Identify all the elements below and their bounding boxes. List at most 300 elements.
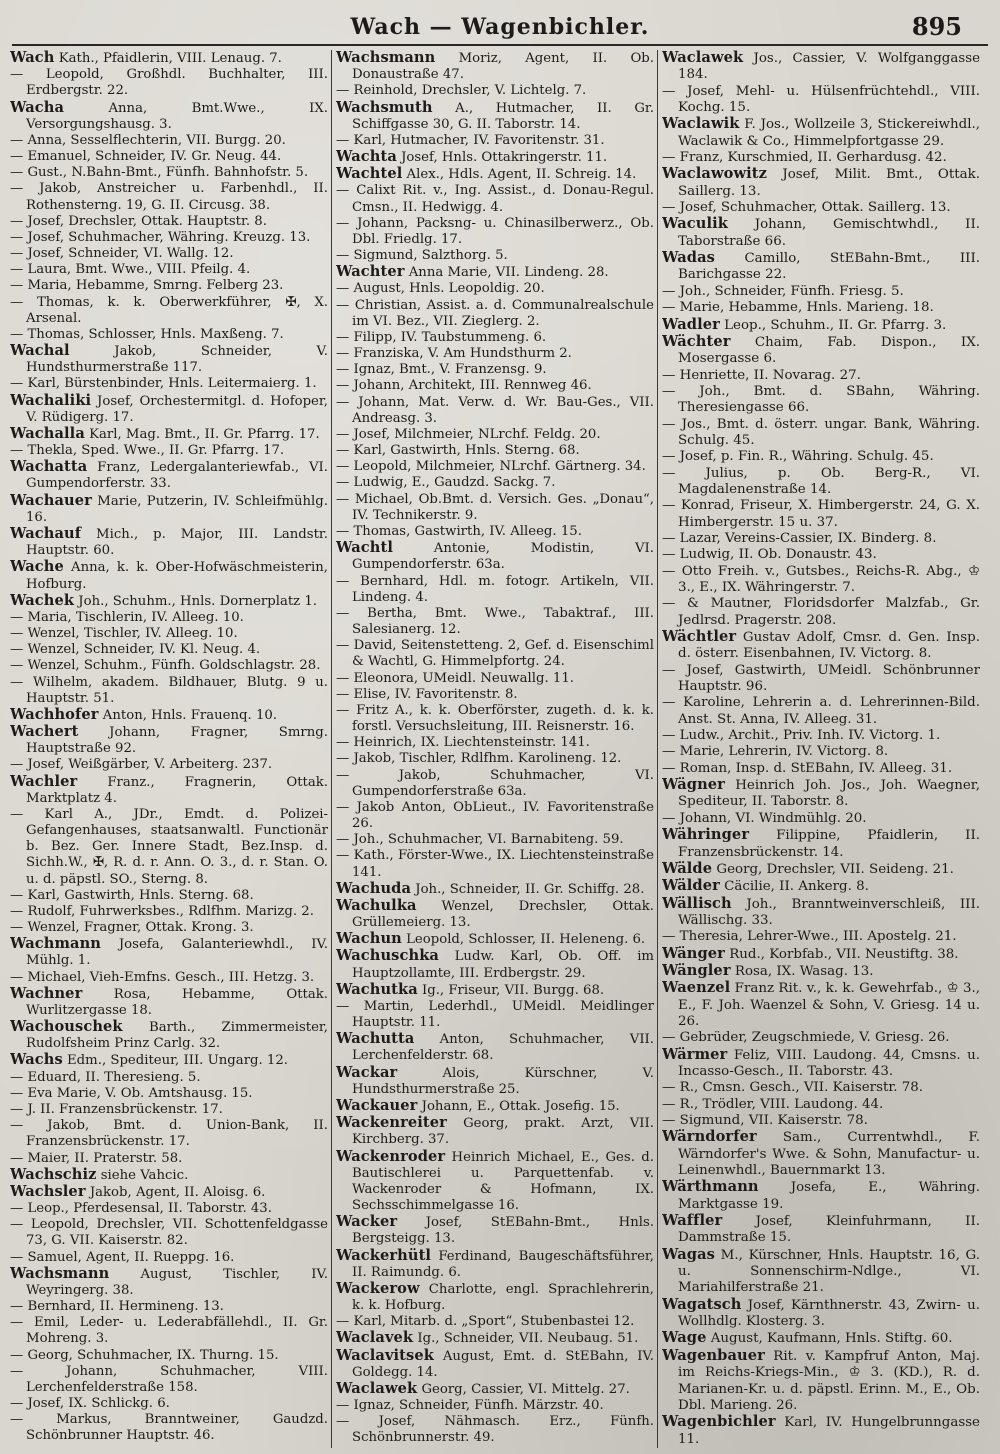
entry-surname: Wachuda xyxy=(336,879,412,897)
directory-entry xyxy=(336,459,654,475)
page-header xyxy=(0,10,1000,46)
column-divider xyxy=(657,50,658,1448)
directory-entry xyxy=(10,426,328,443)
directory-entry xyxy=(336,50,654,83)
entry-surname: Wälder xyxy=(662,877,720,895)
directory-entry xyxy=(10,526,328,559)
entry-text: — Lazar, Vereins-Cassier, IX. Binderg. 8. xyxy=(662,530,937,546)
entry-surname: Waclavitsek xyxy=(336,1346,434,1364)
entry-surname: Wärndorfer xyxy=(662,1128,757,1146)
entry-surname: Wachmann xyxy=(10,935,101,953)
entry-text: — Josef, Schuhmacher, Ottak. Saillerg. 13. xyxy=(662,200,951,216)
entry-text: — Wilhelm, akadem. Bildhauer, Blutg. 9 u. Hauptstr. 51. xyxy=(10,674,328,706)
directory-entry xyxy=(662,368,980,384)
directory-entry xyxy=(662,728,980,744)
entry-text: — Heinrich, IX. Liechtensteinstr. 141. xyxy=(336,735,590,751)
directory-entry xyxy=(336,800,654,832)
entry-text: — Johann, VI. Windmühlg. 20. xyxy=(662,810,867,826)
entry-text: Josef, Hnls. Ottakringerstr. 11. xyxy=(396,150,608,166)
entry-text: — Jakob, Schuhmacher, VI. Gumpendorferstraße 63a. xyxy=(336,767,654,799)
directory-entry xyxy=(336,378,654,394)
entry-text: Franz., Fragnerin, Ottak. Marktplatz 4. xyxy=(26,774,328,806)
directory-entry xyxy=(10,50,328,67)
entry-text: — Karoline, Lehrerin a. d. Lehrerinnen-Bild. Anst. St. Anna, IV. Alleeg. 31. xyxy=(662,695,980,727)
directory-entry xyxy=(336,346,654,362)
entry-text: Cäcilie, II. Ankerg. 8. xyxy=(719,879,869,895)
entry-surname: Wagas xyxy=(662,1245,715,1263)
entry-text: — Gebrüder, Zeugschmiede, V. Griesg. 26. xyxy=(662,1030,950,1046)
directory-entry xyxy=(662,629,980,663)
entry-text: — Ignaz, Bmt., V. Franzensg. 9. xyxy=(336,362,547,378)
directory-entry xyxy=(336,1348,654,1381)
entry-surname: Wächter xyxy=(662,332,731,350)
entry-text: — Ludwig, II. Ob. Donaustr. 43. xyxy=(662,547,877,563)
entry-text: — Bertha, Bmt. Wwe., Tabaktraf., III. Salesianerg. 12. xyxy=(336,605,654,638)
directory-entry xyxy=(662,250,980,284)
directory-entry xyxy=(662,547,980,563)
entry-text: — Konrad, Friseur, X. Himbergerstr. 24, G. X. Himbergerstr. 15 u. 37. xyxy=(662,498,980,530)
entry-text: F. Jos., Wollzeile 3, Stickereiwhdl., Waclawik & Co., Himmelpfortgasse 29. xyxy=(678,117,980,149)
entry-text: Edm., Spediteur, III. Ungarg. 12. xyxy=(62,1053,289,1069)
directory-entry xyxy=(662,1247,980,1297)
directory-entry xyxy=(10,327,328,343)
directory-entry xyxy=(662,1330,980,1347)
directory-entry xyxy=(10,100,328,133)
directory-entry xyxy=(10,1364,328,1396)
directory-entry xyxy=(10,1266,328,1299)
directory-entry xyxy=(336,751,654,767)
entry-surname: Wachler xyxy=(10,772,78,790)
entry-surname: Wachert xyxy=(10,723,79,741)
entry-text: Josef, StEBahn-Bmt., Hnls. Bergsteigg. 13. xyxy=(352,1215,654,1247)
directory-entry xyxy=(336,216,654,248)
entry-text: Moriz, Agent, II. Ob. Donaustraße 47. xyxy=(352,51,654,83)
directory-entry xyxy=(10,1217,328,1249)
entry-surname: Wackar xyxy=(336,1063,398,1081)
directory-entry xyxy=(336,638,654,670)
entry-surname: Waclawowitz xyxy=(662,165,767,183)
entry-surname: Wachaliki xyxy=(10,391,92,409)
entry-text: — Emanuel, Schneider, IV. Gr. Neug. 44. xyxy=(10,149,282,165)
entry-surname: Wagenbichler xyxy=(662,1413,776,1431)
entry-text: — Thekla, Sped. Wwe., II. Gr. Pfarrg. 17. xyxy=(10,443,285,459)
entry-surname: Waculik xyxy=(662,215,728,233)
entry-text: Johann, E., Ottak. Josefig. 15. xyxy=(417,1099,620,1114)
entry-text: — Leopold, Großhdl. Buchhalter, III. Erdbergstr. 22. xyxy=(10,67,328,99)
directory-entry xyxy=(10,133,328,149)
entry-text: — Leopold, Milchmeier, NLrchf. Gärtnerg. 34. xyxy=(336,459,646,475)
directory-entry xyxy=(662,1030,980,1046)
entry-surname: Wachek xyxy=(10,591,75,609)
entry-text: Anna, k. k. Ober-Hofwäschmeisterin, Hofburg. xyxy=(26,560,328,592)
directory-entry xyxy=(336,1065,654,1098)
entry-text: Johann, Gemischtwhdl., II. Taborstraße 66. xyxy=(678,217,980,249)
entry-text: Filippine, Pfaidlerin, II. Franzensbrückenstr. 14. xyxy=(678,828,980,860)
entry-text: — Otto Freih. v., Gutsbes., Reichs-R. Abg., ♔ 3., E., IX. Währingerstr. 7. xyxy=(662,563,980,595)
entry-text: — Calixt Rit. v., Ing. Assist., d. Donau-Regul. Cmsn., II. Hedwigg. 4. xyxy=(336,183,654,215)
entry-text: Sam., Currentwhdl., F. Wärndorfer's Wwe. & Sohn, Manufactur- u. Leinenwhdl., Bauernmarkt 13. xyxy=(678,1130,980,1179)
entry-text: — Kath., Förster-Wwe., IX. Liechtensteinstraße 141. xyxy=(336,848,654,880)
directory-entry xyxy=(662,596,980,629)
entry-text: August, Kaufmann, Hnls. Stiftg. 60. xyxy=(706,1331,953,1347)
entry-text: Antonie, Modistin, VI. Gumpendorferstr. 63a. xyxy=(352,541,654,573)
directory-entry xyxy=(336,703,654,735)
directory-entry xyxy=(662,663,980,696)
entry-text: Rud., Korbfab., VII. Neustiftg. 38. xyxy=(724,946,959,962)
entry-text: Gustav Adolf, Cmsr. d. Gen. Insp. d. österr. Eisenbahnen, IV. Victorg. 8. xyxy=(678,630,980,662)
directory-entry xyxy=(10,610,328,626)
entry-text: Joh., Branntweinverschleiß, III. Wällischg. 33. xyxy=(678,896,980,928)
directory-entry xyxy=(336,1414,654,1446)
entry-text: Heinrich Joh. Jos., Joh. Waegner, Spediteur, II. Taborstr. 8. xyxy=(678,778,980,810)
entry-text: August, Tischler, IV. Weyringerg. 38. xyxy=(26,1266,328,1298)
directory-entry xyxy=(10,493,328,526)
entry-text: — Samuel, Agent, II. Rueppg. 16. xyxy=(10,1249,235,1265)
entry-text: Feliz, VIII. Laudong. 44, Cmsns. u. Incasso-Gesch., II. Taborstr. 43. xyxy=(678,1047,980,1079)
entry-text: — Rudolf, Fuhrwerksbes., Rdlfhm. Marizg. 2. xyxy=(10,903,314,919)
directory-entry xyxy=(336,881,654,898)
directory-entry xyxy=(10,149,328,165)
directory-entry xyxy=(10,1396,328,1412)
entry-surname: Wachsler xyxy=(10,1182,86,1200)
entry-text: — Marie, Hebamme, Hnls. Marieng. 18. xyxy=(662,300,934,316)
entry-text: — Joh., Bmt. d. SBahn, Währing. Theresiengasse 66. xyxy=(662,383,980,416)
entry-text: — Julius, p. Ob. Berg-R., VI. Magdalenenstraße 14. xyxy=(662,465,980,497)
entry-surname: Wärthmann xyxy=(662,1178,759,1196)
entry-text: Franz Rit. v., k. k. Gewehrfab., ♔ 3., E., F. Joh. Waenzel & Sohn, V. Griesg. 14 u. 26. xyxy=(678,981,980,1029)
entry-text: Alex., Hdls. Agent, II. Schreig. 14. xyxy=(402,167,637,183)
directory-entry xyxy=(10,1315,328,1347)
entry-surname: Wach xyxy=(10,50,55,66)
directory-entry xyxy=(336,475,654,491)
entry-surname: Wachuschka xyxy=(336,947,439,965)
directory-entry xyxy=(336,1314,654,1330)
directory-entry xyxy=(662,466,980,499)
entry-text: — Thomas, k. k. Oberwerkführer, ✠, X. Arsenal. xyxy=(10,294,328,326)
directory-entry xyxy=(662,811,980,827)
directory-entry xyxy=(10,1201,328,1217)
entry-surname: Wällisch xyxy=(662,894,732,912)
directory-entry xyxy=(10,904,328,920)
entry-text: — Georg, Schuhmacher, IX. Thurng. 15. xyxy=(10,1347,279,1363)
entry-text: — Ignaz, Schneider, Fünfh. Märzstr. 40. xyxy=(336,1398,604,1414)
directory-entry xyxy=(10,1299,328,1315)
entry-surname: Waclavek xyxy=(336,1329,414,1347)
column-3 xyxy=(662,50,980,1448)
entry-text: Josef, Kleinfuhrmann, II. Dammstraße 15. xyxy=(678,1214,980,1246)
entry-text: — Josef, Mehl- u. Hülsenfrüchtehdl., VIII. Kochg. 15. xyxy=(662,83,980,116)
entry-surname: Wachter xyxy=(336,263,405,281)
directory-entry xyxy=(336,671,654,687)
entry-surname: Wadler xyxy=(662,315,720,333)
directory-entry xyxy=(10,1086,328,1102)
entry-text: — Maria, Hebamme, Smrng. Felberg 23. xyxy=(10,278,284,294)
directory-entry xyxy=(336,606,654,638)
directory-entry xyxy=(10,936,328,969)
directory-entry xyxy=(336,248,654,264)
entry-text: — Josef, Milchmeier, NLrchf. Feldg. 20. xyxy=(336,426,601,442)
entry-text: — Karl A., JDr., Emdt. d. Polizei-Gefangenhauses, staatsanwaltl. Functionär b. Bez. Ger. Innere Stadt, Bez.Insp. d. Sichh.W., ✠, R. d. r. Ann. O. 3., d. r. Stan. O. u. d. päpstl. SO., Sterng. 8. xyxy=(10,806,328,887)
entry-text: — Karl, Mitarb. d. „Sport“, Stubenbastei 12. xyxy=(336,1314,635,1330)
entry-text: Jos., Cassier, V. Wolfganggasse 184. xyxy=(678,51,980,83)
entry-text: Leopold, Schlosser, II. Heleneng. 6. xyxy=(401,932,646,948)
entry-surname: Wacker xyxy=(336,1213,398,1231)
directory-entry xyxy=(10,1184,328,1201)
directory-entry xyxy=(336,395,654,427)
entry-surname: Wackenreiter xyxy=(336,1114,447,1132)
entry-text: — Johann, Architekt, III. Rennweg 46. xyxy=(336,378,592,394)
entry-surname: Wachauf xyxy=(10,524,82,542)
running-head: Wach — Wagenbichler. xyxy=(350,14,650,40)
directory-entry xyxy=(662,695,980,728)
entry-text: — R., Cmsn. Gesch., VII. Kaiserstr. 78. xyxy=(662,1080,924,1096)
entry-surname: Währinger xyxy=(662,826,750,844)
entry-text: — Jakob, Tischler, Rdlfhm. Karolineng. 12. xyxy=(336,751,622,767)
directory-entry xyxy=(336,832,654,848)
directory-entry xyxy=(336,1330,654,1347)
entry-surname: Wachutta xyxy=(336,1030,415,1048)
directory-entry xyxy=(10,181,328,213)
directory-entry xyxy=(336,149,654,166)
directory-entry xyxy=(662,384,980,417)
entry-surname: Wachouschek xyxy=(10,1018,123,1036)
directory-entry xyxy=(10,1151,328,1167)
directory-entry xyxy=(336,1281,654,1314)
directory-entry xyxy=(10,707,328,724)
entry-text: — Emil, Leder- u. Lederabfällehdl., II. Gr. Mohreng. 3. xyxy=(10,1315,328,1347)
entry-text: Marie, Putzerin, IV. Schleifmühlg. 16. xyxy=(26,493,328,525)
entry-text: — Josef, p. Fin. R., Währing. Schulg. 45. xyxy=(662,449,934,465)
entry-text: Josef, Milit. Bmt., Ottak. Saillerg. 13. xyxy=(678,167,980,199)
directory-entry xyxy=(10,1052,328,1069)
entry-surname: Wängler xyxy=(662,961,731,979)
directory-entry xyxy=(662,417,980,450)
directory-entry xyxy=(336,183,654,215)
entry-text: Anton, Hnls. Frauenq. 10. xyxy=(98,707,278,723)
entry-surname: Wachalla xyxy=(10,424,85,442)
directory-entry xyxy=(336,687,654,703)
entry-surname: Wächtler xyxy=(662,628,737,646)
entry-text: — Sigmund, VII. Kaiserstr. 78. xyxy=(662,1113,868,1128)
directory-entry xyxy=(10,559,328,592)
entry-text: — Michael, Ob.Bmt. d. Versich. Ges. „Donau“, IV. Technikerstr. 9. xyxy=(336,491,654,523)
directory-entry xyxy=(336,166,654,183)
directory-entry xyxy=(10,343,328,376)
directory-entry xyxy=(336,1381,654,1398)
entry-surname: Wachs xyxy=(10,1051,63,1069)
directory-entry xyxy=(662,1129,980,1179)
directory-entry xyxy=(336,1098,654,1115)
entry-text: — Karl, Gastwirth, Hnls. Sterng. 68. xyxy=(10,887,254,903)
directory-entry xyxy=(10,443,328,459)
directory-entry xyxy=(336,1115,654,1148)
entry-surname: Wachta xyxy=(336,148,397,166)
entry-text: — Thomas, Gastwirth, IV. Alleeg. 15. xyxy=(336,523,582,539)
entry-surname: Waenzel xyxy=(662,979,731,997)
entry-text: Leop., Schuhm., II. Gr. Pfarrg. 3. xyxy=(719,317,947,333)
entry-text: Josefa, E., Währing. Marktgasse 19. xyxy=(678,1180,980,1212)
entry-surname: Wackerhütl xyxy=(336,1246,432,1264)
entry-text: — Josef, Nähmasch. Erz., Fünfh. Schönbrunnerstr. 49. xyxy=(336,1414,654,1446)
entry-surname: Waclawek xyxy=(336,1379,418,1397)
entry-text: — Wenzel, Fragner, Ottak. Krong. 3. xyxy=(10,920,254,936)
directory-entry xyxy=(336,427,654,443)
entry-text: — Leopold, Drechsler, VII. Schottenfeldgasse 73, G. VII. Kaiserstr. 82. xyxy=(10,1217,328,1249)
directory-entry xyxy=(10,393,328,426)
entry-surname: Wadas xyxy=(662,249,715,267)
directory-entry xyxy=(336,948,654,981)
entry-surname: Wagenbauer xyxy=(662,1346,765,1364)
entry-text: Georg, Drechsler, VII. Seideng. 21. xyxy=(712,861,954,877)
entry-surname: Wachauer xyxy=(10,491,92,509)
entry-text: — Theresia, Lehrer-Wwe., III. Apostelg. 21. xyxy=(662,929,957,945)
directory-entry xyxy=(662,1047,980,1081)
entry-text: — Eva Marie, V. Ob. Amtshausg. 15. xyxy=(10,1085,253,1101)
entry-text: — Karl, Bürstenbinder, Hnls. Leitermaierg. 1. xyxy=(10,376,317,392)
entry-surname: Wachtl xyxy=(336,539,393,557)
entry-text: Rit. v. Kampfruf Anton, Maj. im Reichs-Kriegs-Min., ♔ 3. (KD.), R. d. Marianen-Kr. u. d. päpstl. Erinn. M., E., Ob. Dbl. Marieng. 26. xyxy=(678,1348,980,1413)
directory-entry xyxy=(662,827,980,861)
directory-entry xyxy=(662,946,980,963)
entry-text: Chaim, Fab. Dispon., IX. Mosergasse 6. xyxy=(678,334,980,367)
directory-entry xyxy=(662,531,980,547)
entry-text: Franz, Ledergalanteriewfab., VI. Gumpendorferstr. 33. xyxy=(26,460,328,492)
directory-entry xyxy=(10,888,328,904)
entry-text: — Henriette, II. Novarag. 27. xyxy=(662,367,861,383)
directory-entry xyxy=(662,878,980,895)
entry-text: — J. II. Franzensbrückenstr. 17. xyxy=(10,1102,223,1117)
directory-entry xyxy=(662,761,980,777)
directory-entry xyxy=(662,150,980,166)
entry-text: Joh., Schneider, II. Gr. Schiffg. 28. xyxy=(411,881,645,897)
directory-entry xyxy=(10,214,328,230)
directory-entry xyxy=(10,67,328,99)
entry-text: — Fritz A., k. k. Oberförster, zugeth. d. k. k. forstl. Versuchsleitung, III. Reisnerstr. 16. xyxy=(336,702,654,735)
directory-entry xyxy=(336,1031,654,1064)
entry-surname: Wackerow xyxy=(336,1279,420,1297)
entry-text: — Reinhold, Drechsler, V. Lichtelg. 7. xyxy=(336,83,587,99)
entry-text: — Thomas, Schlosser, Hnls. Maxßeng. 7. xyxy=(10,326,284,342)
entry-text: — Michael, Vieh-Emfns. Gesch., III. Hetzg. 3. xyxy=(10,969,315,985)
entry-text: Anna Marie, VII. Lindeng. 28. xyxy=(404,265,609,281)
entry-surname: Wachal xyxy=(10,342,70,360)
entry-surname: Wache xyxy=(10,558,64,576)
directory-entry xyxy=(662,980,980,1030)
entry-surname: Wachschiz xyxy=(10,1165,97,1183)
directory-entry xyxy=(336,999,654,1031)
directory-entry xyxy=(10,757,328,773)
directory-entry xyxy=(10,986,328,1019)
entry-surname: Wälde xyxy=(662,859,713,877)
directory-entry xyxy=(10,626,328,642)
directory-entry xyxy=(662,564,980,597)
entry-text: — Maier, II. Praterstr. 58. xyxy=(10,1150,183,1166)
entry-text: — Leop., Pferdesensal, II. Taborstr. 43. xyxy=(10,1201,272,1217)
entry-text: — Jakob Anton, ObLieut., IV. Favoritenstraße 26. xyxy=(336,799,654,832)
directory-entry xyxy=(336,330,654,346)
entry-surname: Wachner xyxy=(10,984,83,1002)
entry-text: — Christian, Assist. a. d. Communalrealschule im VI. Bez., VII. Zieglerg. 2. xyxy=(336,297,654,329)
entry-surname: Waclawek xyxy=(662,50,744,66)
entry-text: — Franziska, V. Am Hundsthurm 2. xyxy=(336,346,572,362)
entry-text: — Ludw., Archit., Priv. Inh. IV. Victorg. 1. xyxy=(662,728,941,744)
entry-text: Mich., p. Major, III. Landstr. Hauptstr. 60. xyxy=(26,526,328,559)
directory-entry xyxy=(336,264,654,281)
directory-entry xyxy=(336,443,654,459)
entry-text: — Josef, Drechsler, Ottak. Hauptstr. 8. xyxy=(10,213,267,229)
directory-entry xyxy=(662,963,980,980)
entry-text: Ig., Friseur, VII. Burgg. 68. xyxy=(417,982,605,998)
entry-text: Heinrich Michael, E., Ges. d. Bautischlerei u. Parquettenfab. v. Wackenroder & Hofmann, IX. Sechsschimmelgasse 16. xyxy=(352,1149,654,1214)
entry-text: — Johann, Mat. Verw. d. Wr. Bau-Ges., VII. Andreasg. 3. xyxy=(336,394,654,426)
entry-text: — Maria, Tischlerin, IV. Alleeg. 10. xyxy=(10,609,244,625)
entry-text: Anna, Bmt.Wwe., IX. Versorgungshausg. 3. xyxy=(26,100,328,132)
directory-entry xyxy=(662,1414,980,1448)
directory-entry xyxy=(336,768,654,800)
entry-surname: Wachsmann xyxy=(10,1264,110,1282)
entry-text: — R., Trödler, VIII. Laudong. 44. xyxy=(662,1096,884,1112)
entry-text: siehe Vahcic. xyxy=(96,1167,189,1183)
directory-entry xyxy=(662,1297,980,1331)
entry-text: — Jakob, Anstreicher u. Farbenhdl., II. Rothensterng. 19, G. II. Circusg. 38. xyxy=(10,181,328,213)
directory-entry xyxy=(336,281,654,297)
directory-entry xyxy=(662,166,980,200)
directory-entry xyxy=(336,574,654,606)
directory-entry xyxy=(10,165,328,181)
entry-text: — Josef, Gastwirth, UMeidl. Schönbrunner Hauptstr. 96. xyxy=(662,662,980,695)
directory-entry xyxy=(662,317,980,334)
directory-entry xyxy=(662,334,980,368)
directory-entry xyxy=(336,298,654,330)
entry-text: Ferdinand, Baugeschäftsführer, II. Raimundg. 6. xyxy=(352,1248,654,1280)
directory-entry xyxy=(662,84,980,117)
directory-entry xyxy=(10,1019,328,1052)
entry-surname: Wachun xyxy=(336,930,402,948)
directory-entry xyxy=(336,1214,654,1247)
entry-text: Josefa, Galanteriewhdl., IV. Mühlg. 1. xyxy=(26,937,328,969)
directory-entry xyxy=(336,848,654,880)
entry-text: Josef, Orchestermitgl. d. Hofoper, V. Rüdigerg. 17. xyxy=(26,393,328,425)
entry-surname: Wacha xyxy=(10,98,65,116)
directory-entry xyxy=(10,230,328,246)
entry-surname: Wackauer xyxy=(336,1097,418,1114)
directory-entry xyxy=(10,246,328,262)
directory-entry xyxy=(10,658,328,674)
directory-entry xyxy=(662,1113,980,1129)
entry-text: — Martin, Lederhdl., UMeidl. Meidlinger Hauptstr. 11. xyxy=(336,998,654,1031)
entry-surname: Wachsmann xyxy=(336,50,436,66)
entry-text: Jakob, Schneider, V. Hundsthurmerstraße 117. xyxy=(26,344,328,376)
directory-entry xyxy=(336,1248,654,1281)
entry-surname: Wagatsch xyxy=(662,1295,742,1313)
directory-entry xyxy=(662,116,980,150)
directory-entry xyxy=(662,216,980,250)
entry-text: — Sigmund, Salzthorg. 5. xyxy=(336,248,508,264)
directory-entry xyxy=(336,898,654,931)
entry-surname: Waclawik xyxy=(662,115,740,133)
directory-entry xyxy=(336,492,654,524)
directory-entry xyxy=(662,896,980,930)
entry-text: Josef, Kärnthnerstr. 43, Zwirn- u. Wollhdlg. Klosterg. 3. xyxy=(678,1297,980,1330)
entry-text: — Wenzel, Schneider, IV. Kl. Neug. 4. xyxy=(10,642,261,658)
entry-text: Joh., Schuhm., Hnls. Dornerplatz 1. xyxy=(74,593,318,609)
directory-entry xyxy=(336,931,654,948)
entry-surname: Wage xyxy=(662,1329,707,1347)
entry-text: — Roman, Insp. d. StEBahn, IV. Alleeg. 31. xyxy=(662,760,953,776)
directory-entry xyxy=(336,133,654,149)
entry-surname: Wärmer xyxy=(662,1045,728,1063)
entry-text: — Joh., Schneider, Fünfh. Friesg. 5. xyxy=(662,283,904,299)
